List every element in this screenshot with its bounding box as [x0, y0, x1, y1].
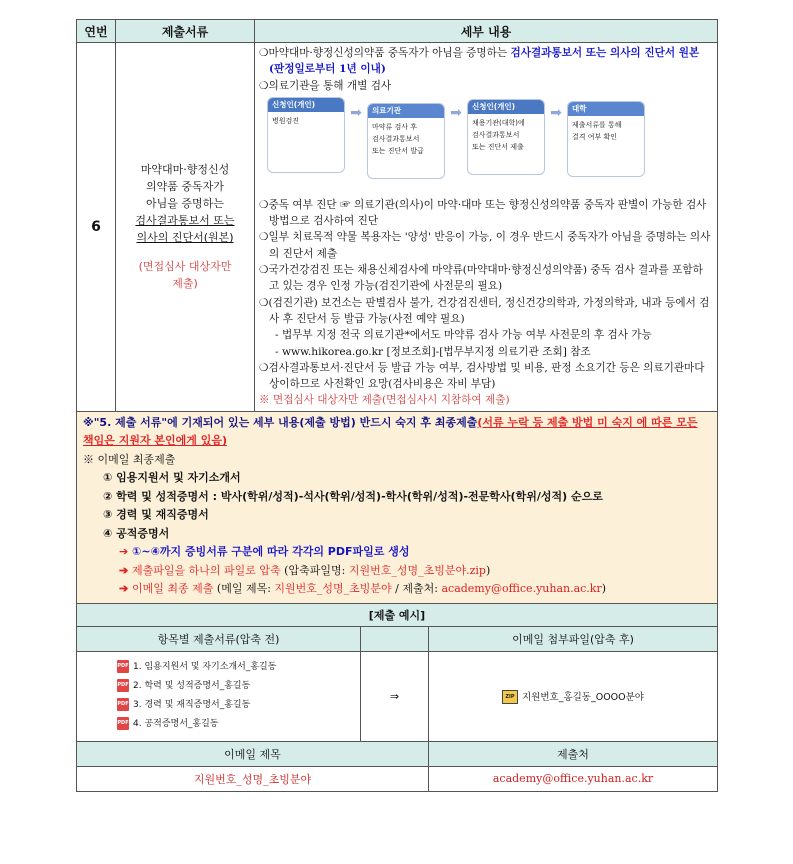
- flow-step-head: 신청인(개인): [468, 100, 544, 114]
- instruction-text: / 제출처:: [391, 582, 442, 596]
- detail-para: ❍국가건강검진 또는 채용신체검사에 마약류(마약대마·향정신성의약품) 중독 검사 결과를 포함하고 있는 경우 인정 가능(검진기관에 사전문의 필요): [259, 264, 703, 293]
- arrow-right-icon: ➡: [550, 104, 562, 121]
- detail-text: ❍마약대마·향정신성의약품 중독자가 아님을 증명하는: [259, 47, 511, 59]
- example-table: [76, 603, 718, 792]
- instruction-text: ): [485, 563, 491, 577]
- detail-highlight: 검사결과통보서 또는 의사의 진단서 원본(판정일로부터 1년 이내): [269, 47, 700, 76]
- arrow-right-icon: ➔: [119, 582, 133, 596]
- zip-filename: 지원번호_성명_초빙분야.zip: [348, 563, 486, 577]
- arrow-right-icon: ➡: [450, 104, 462, 121]
- mail-title-value: 지원번호_성명_초빙분야: [77, 766, 429, 791]
- flow-step-text: 결격 여부 확인: [572, 132, 618, 141]
- zip-icon: ZIP: [502, 690, 518, 704]
- doc-note: 제출): [172, 277, 198, 291]
- email-title: ※ 이메일 최종제출: [83, 452, 176, 466]
- file-name: 1. 임용지원서 및 자기소개서_홍길동: [133, 661, 277, 672]
- notice-section: [77, 411, 718, 603]
- mail-title-head: 이메일 제목: [77, 741, 429, 766]
- pdf-icon: PDF: [117, 698, 129, 711]
- header-row: [77, 20, 718, 43]
- detail-para: [259, 45, 711, 78]
- file-name: 4. 공적증명서_홍길동: [133, 718, 219, 729]
- doc-line-underlined: 검사결과통보서 또는: [135, 214, 235, 228]
- flow-step-text: 검사결과통보서: [372, 134, 420, 143]
- flow-step-text: 마약류 검사 후: [372, 122, 418, 131]
- instruction-text: (메일 제목:: [213, 582, 275, 596]
- file-item: [117, 696, 350, 715]
- mail-to-value[interactable]: academy@office.yuhan.ac.kr: [429, 766, 718, 791]
- pdf-icon: PDF: [117, 660, 129, 673]
- instruction-text: (압축파일명:: [280, 563, 349, 577]
- instruction-line: [83, 580, 709, 599]
- example-left-head: 항목별 제출서류(압축 전): [77, 626, 361, 651]
- row-6: [77, 43, 718, 412]
- detail-para: ❍의료기관을 통해 개별 검사: [259, 79, 392, 92]
- main-table-wrap: [76, 19, 718, 792]
- pdf-icon: PDF: [117, 717, 129, 730]
- document-table: [76, 19, 718, 604]
- doc-line-underlined: 의사의 진단서(원본): [136, 231, 234, 245]
- detail-para: ❍(검진기관) 보건소는 판별검사 불가, 건강검진센터, 정신건강의학과, 가정의학과, 내과 등에서 검사 후 진단서 등 발급 가능(사전 예약 필요): [259, 296, 710, 325]
- header-detail: 세부 내용: [255, 20, 718, 43]
- instruction-text: 제출파일을 하나의 파일로 압축: [132, 563, 281, 577]
- submit-item: ③ 경력 및 재직증명서: [103, 508, 209, 522]
- header-num: 연번: [77, 20, 116, 43]
- zip-file-name: 지원번호_홍길동_OOOO분야: [521, 691, 644, 703]
- flow-step-head: 의료기관: [368, 104, 444, 118]
- notice-warning-red: (서류 누락 등 제출 방법 미 숙지 에 따른 모든 책임은 지원자 본인에게 있음): [83, 415, 698, 448]
- flow-step-text: 병원검진: [272, 116, 300, 125]
- flow-step: [267, 97, 345, 173]
- example-title: [제출 예시]: [77, 603, 718, 626]
- detail-para: ❍중독 여부 진단 ☞ 의료기관(의사)이 마약·대마 또는 향정신성의약품 중독자 판별이 가능한 검사방법으로 검사하여 진단: [259, 198, 707, 228]
- instruction-line: [83, 543, 709, 562]
- process-flow: [267, 97, 711, 193]
- row-document: [116, 43, 255, 412]
- zip-file: [429, 651, 718, 741]
- file-item: [117, 677, 350, 696]
- email-address[interactable]: academy@office.yuhan.ac.kr: [441, 582, 602, 596]
- header-doc: 제출서류: [116, 20, 255, 43]
- detail-para: ❍검사결과통보서·진단서 등 발급 가능 여부, 검사방법 및 비용, 판정 소요기간 등은 의료기관마다 상이하므로 사전확인 요망(검사비용은 자비 부담): [259, 361, 705, 391]
- flow-step: [467, 99, 545, 175]
- flow-step-text: 채용기관(대학)에: [472, 118, 525, 127]
- file-name: 3. 경력 및 재직증명서_홍길동: [133, 699, 251, 710]
- pdf-icon: PDF: [117, 679, 129, 692]
- arrow-right-icon: ➡: [350, 104, 362, 121]
- submit-item: ② 학력 및 성적증명서 : 박사(학위/성적)-석사(학위/성적)-학사(학위/성적)-전문학사(학위/성적) 순으로: [103, 489, 603, 503]
- file-item: [117, 658, 350, 677]
- doc-line: 아님을 증명하는: [146, 197, 224, 211]
- notice-warning-main: ※"5. 제출 서류"에 기재되어 있는 세부 내용(제출 방법) 반드시 숙지 후 최종제출: [83, 415, 478, 429]
- submit-item: ① 임용지원서 및 자기소개서: [103, 471, 241, 485]
- row-number: 6: [77, 43, 116, 412]
- detail-note: ※ 면접심사 대상자만 제출(면접심사시 지참하여 제출): [259, 394, 510, 407]
- instruction-line: [83, 562, 709, 581]
- file-list: [77, 651, 361, 741]
- submit-item: ④ 공적증명서: [103, 526, 170, 540]
- example-right-head: 이메일 첨부파일(압축 후): [429, 626, 718, 651]
- doc-note: (면접심사 대상자만: [138, 260, 232, 274]
- detail-sub: - www.hikorea.go.kr [정보조회]-[법무부지정 의료기관 조회] 참조: [275, 345, 591, 358]
- flow-step: [567, 101, 645, 177]
- doc-line: 마약대마·향정신성: [140, 163, 230, 177]
- arrow-right-icon: ➔: [119, 563, 133, 577]
- mail-to-head: 제출처: [429, 741, 718, 766]
- file-item: [117, 715, 350, 734]
- flow-step-head: 대학: [568, 102, 644, 116]
- notice-row: [77, 411, 718, 603]
- row-detail: [255, 43, 718, 412]
- notice-warning: [83, 414, 709, 451]
- instruction-text: ): [601, 582, 607, 596]
- flow-step-head: 신청인(개인): [268, 98, 344, 112]
- detail-sub: - 법무부 지정 전국 의료기관*에서도 마약류 검사 가능 여부 사전문의 후 검사 가능: [275, 329, 652, 342]
- detail-para: ❍일부 치료목적 약물 복용자는 '양성' 반응이 가능, 이 경우 반드시 중독자가 아님을 증명하는 의사의 진단서 제출: [259, 231, 711, 260]
- flow-step-text: 검사결과통보서: [472, 130, 520, 139]
- example-mid-head: [361, 626, 429, 651]
- flow-step-text: 또는 진단서 제출: [472, 142, 524, 151]
- file-name: 2. 학력 및 성적증명서_홍길동: [133, 680, 251, 691]
- mail-subject: 지원번호_성명_초빙분야: [274, 582, 392, 596]
- doc-line: 의약품 중독자가: [146, 180, 224, 194]
- instruction-text: ①~④까지 증빙서류 구분에 따라 각각의 PDF파일로 생성: [132, 545, 410, 559]
- double-arrow-icon: ⇒: [361, 651, 429, 741]
- flow-step-text: 제출서류를 통해: [572, 120, 622, 129]
- flow-step: [367, 103, 445, 179]
- arrow-right-icon: ➔: [119, 545, 133, 559]
- flow-step-text: 또는 진단서 발급: [372, 146, 424, 155]
- instruction-text: 이메일 최종 제출: [132, 582, 214, 596]
